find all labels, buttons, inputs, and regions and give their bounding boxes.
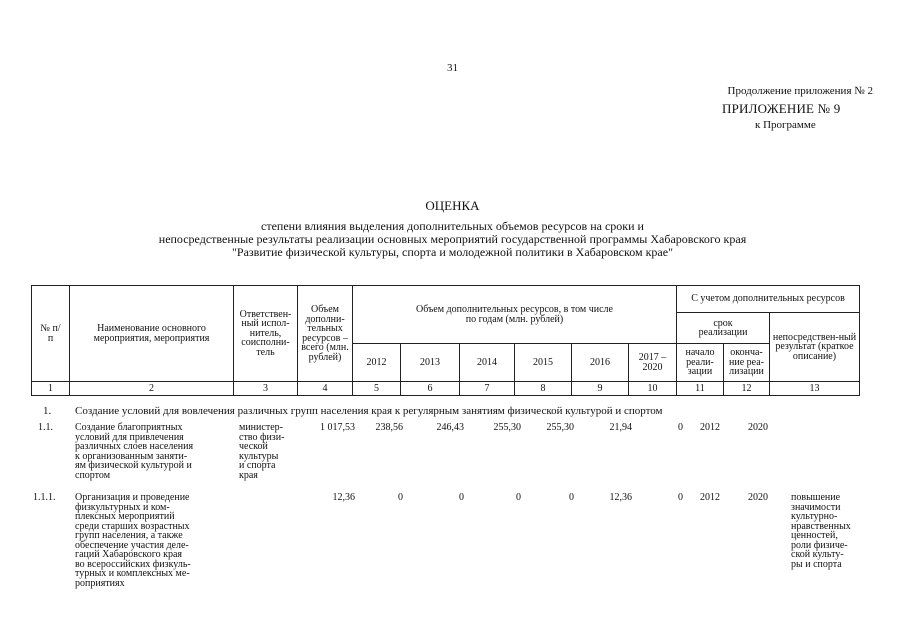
row-result <box>791 493 851 569</box>
assessment-table-header <box>31 285 860 396</box>
section-number: 1. <box>43 405 52 417</box>
row-2012: 0 <box>398 492 403 503</box>
row-responsible-line: ство физи- <box>239 431 285 443</box>
col-number: 5 <box>353 382 401 396</box>
row-name-line: во всероссийских физкуль- <box>75 558 191 570</box>
row-name-line: спортом <box>75 469 111 481</box>
row-number: 1.1.1. <box>33 492 56 503</box>
row-end: 2020 <box>748 492 768 503</box>
section-title: Создание условий для вовлечения различных групп населения края к регулярным занятиям физической культурой и спортом <box>75 405 663 417</box>
row-number: 1.1. <box>38 422 53 433</box>
col-number: 3 <box>234 382 298 396</box>
continuation-note: Продолжение приложения № 2 <box>727 85 873 97</box>
row-result-line: ры и спорта <box>791 558 842 570</box>
row-result-line: роли физиче- <box>791 539 848 551</box>
header-year: 2017 – 2020 <box>629 344 677 382</box>
row-2017-2020: 0 <box>678 422 683 433</box>
header-with-additional: С учетом дополнительных ресурсов <box>677 286 860 313</box>
col-number: 7 <box>460 382 515 396</box>
col-number: 4 <box>298 382 353 396</box>
row-name-line: турных и комплексных ме- <box>75 568 190 579</box>
row-start: 2012 <box>700 492 720 503</box>
header-volume: Объем дополни-тельных ресурсов – всего (млн. рублей) <box>298 286 353 382</box>
header-responsible: Ответствен-ный испол-нитель, соисполни-тель <box>234 286 298 382</box>
row-2015: 255,30 <box>546 422 574 433</box>
header-term: срок реализации <box>677 313 770 344</box>
row-2016: 12,36 <box>609 492 632 503</box>
row-responsible <box>239 423 284 480</box>
row-result-line: ценностей, <box>791 530 838 541</box>
doc-title: ОЦЕНКА <box>425 198 480 213</box>
row-responsible-line: края <box>239 469 258 481</box>
header-year: 2015 <box>515 344 572 382</box>
row-name-line: среди старших возрастных <box>75 520 190 532</box>
row-2014: 255,30 <box>493 422 521 433</box>
header-end: оконча-ние реа-лизации <box>724 344 770 382</box>
header-year: 2013 <box>401 344 460 382</box>
row-name-line: обеспечение участия деле- <box>75 539 189 551</box>
doc-subtitle-line-3: "Развитие физической культуры, спорта и молодежной политики в Хабаровском крае" <box>232 245 673 259</box>
col-number: 13 <box>770 382 860 396</box>
row-responsible-line: и спорта <box>239 460 276 471</box>
appendix-to-program: к Программе <box>755 119 816 131</box>
row-2013: 246,43 <box>436 422 464 433</box>
row-name-line: физкультурных и ком- <box>75 501 170 513</box>
col-number: 1 <box>32 382 70 396</box>
header-year: 2012 <box>353 344 401 382</box>
row-name-line: гаций Хабаровского края <box>75 549 182 560</box>
header-year: 2016 <box>572 344 629 382</box>
col-number: 12 <box>724 382 770 396</box>
row-2016: 21,94 <box>609 422 632 433</box>
row-responsible-line: министер- <box>239 422 283 433</box>
row-2012: 238,56 <box>375 422 403 433</box>
row-name <box>75 493 191 588</box>
row-name-line: плексных мероприятий <box>75 511 175 522</box>
row-name-line: ям физической культурой и <box>75 460 192 471</box>
row-2017-2020: 0 <box>678 492 683 503</box>
page-number: 31 <box>447 62 458 74</box>
row-result-line: значимости <box>791 501 841 513</box>
row-2013: 0 <box>459 492 464 503</box>
doc-subtitle-line-2: непосредственные результаты реализации основных мероприятий государственной программы Хабаровского края <box>158 232 747 246</box>
col-number: 9 <box>572 382 629 396</box>
row-start: 2012 <box>700 422 720 433</box>
header-name: Наименование основного мероприятия, мероприятия <box>70 286 234 382</box>
row-responsible-line: ческой <box>239 441 268 452</box>
col-number: 11 <box>677 382 724 396</box>
header-by-years: Объем дополнительных ресурсов, в том числе по годам (млн. рублей) <box>353 286 677 344</box>
row-result-line: повышение <box>791 492 841 503</box>
row-result-line: ской культу- <box>791 549 844 560</box>
row-name-line: различных слоев населения <box>75 441 194 452</box>
row-name-line: условий для привлечения <box>75 431 184 443</box>
header-year: 2014 <box>460 344 515 382</box>
col-number: 8 <box>515 382 572 396</box>
col-number: 10 <box>629 382 677 396</box>
row-result-line: нравственных <box>791 520 851 532</box>
row-responsible-line: культуры <box>239 450 279 462</box>
row-name-line: Организация и проведение <box>75 492 190 503</box>
row-end: 2020 <box>748 422 768 433</box>
row-name-line: Создание благоприятных <box>75 422 183 433</box>
row-total: 1 017,53 <box>320 422 355 433</box>
row-2014: 0 <box>516 492 521 503</box>
row-name <box>75 423 193 480</box>
row-name-line: роприятиях <box>75 577 125 589</box>
row-total: 12,36 <box>332 492 355 503</box>
col-number: 2 <box>70 382 234 396</box>
header-num: № п/п <box>32 286 70 382</box>
row-name-line: к организованным заняти- <box>75 450 188 462</box>
header-start: начало реали-зации <box>677 344 724 382</box>
row-name-line: групп населения, а также <box>75 530 183 541</box>
col-number: 6 <box>401 382 460 396</box>
doc-subtitle-line-1: степени влияния выделения дополнительных объемов ресурсов на сроки и <box>261 219 644 233</box>
row-2015: 0 <box>569 492 574 503</box>
appendix-title: ПРИЛОЖЕНИЕ № 9 <box>722 101 841 116</box>
row-result-line: культурно- <box>791 511 838 522</box>
header-direct-result: непосредствен-ный результат (краткое описание) <box>770 313 860 382</box>
